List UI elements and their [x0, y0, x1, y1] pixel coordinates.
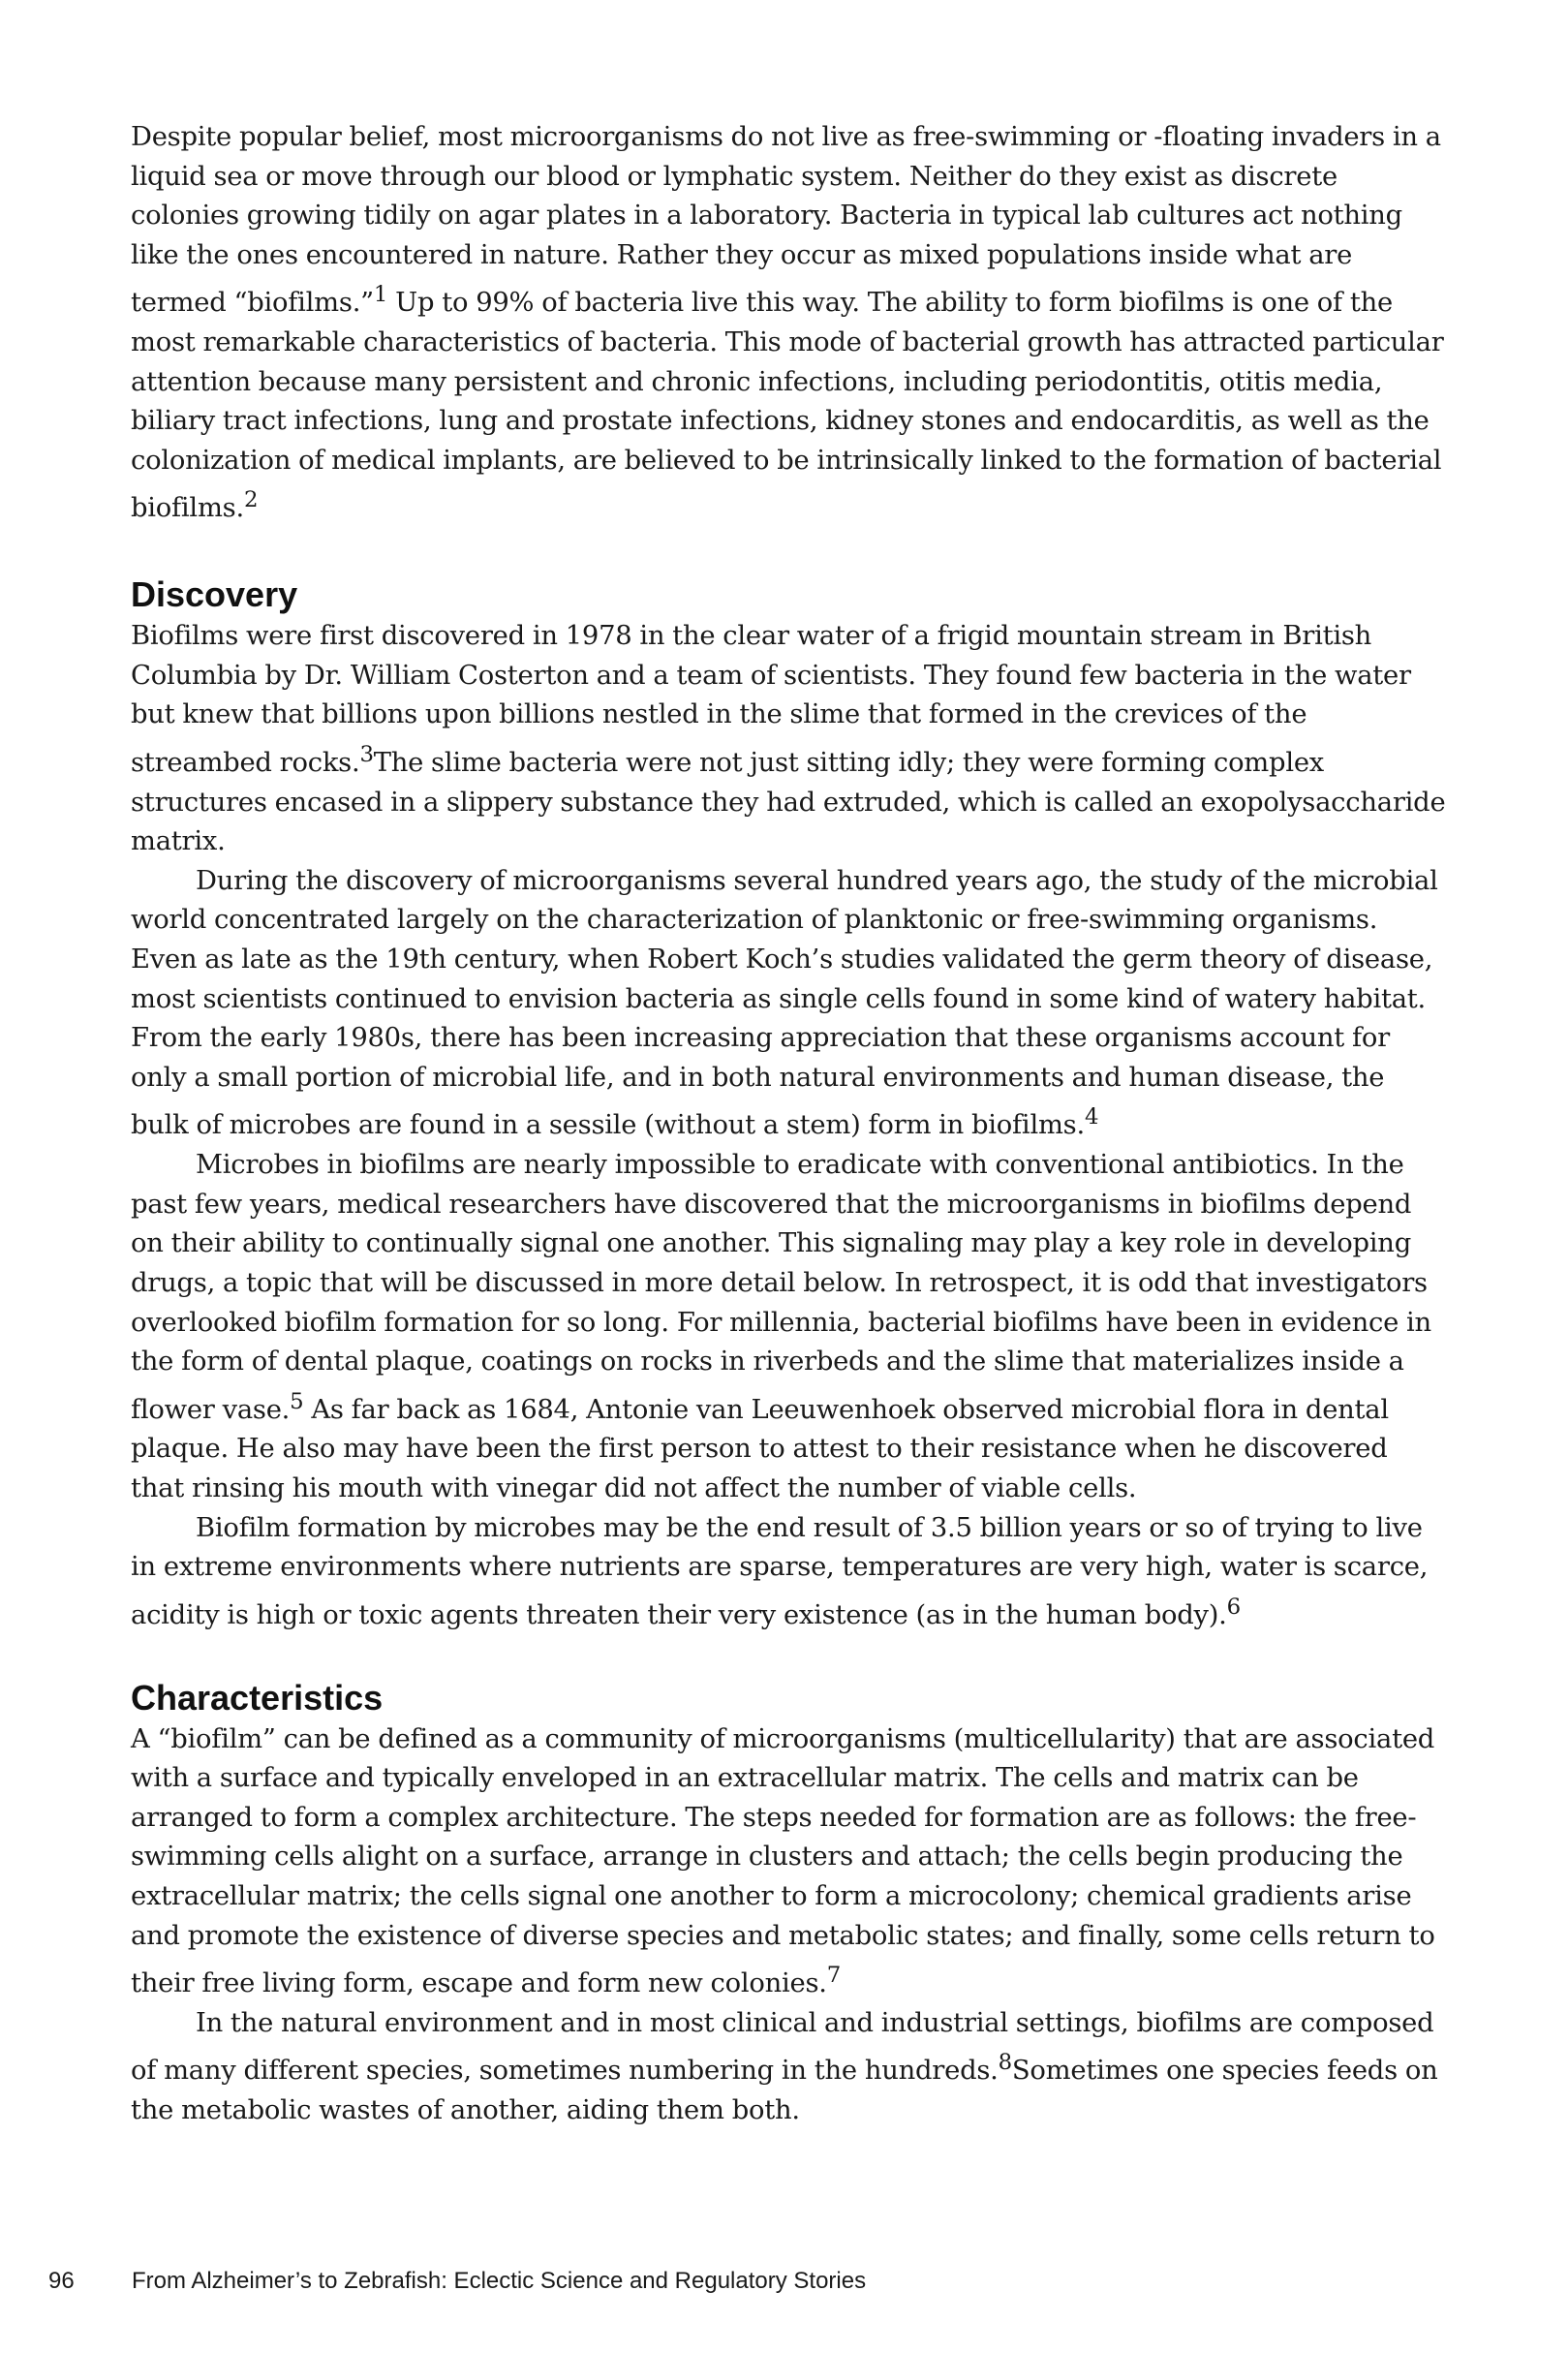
discovery-p4-text: Biofilm formation by microbes may be the end result of 3.5 billion years or so of trying to live in extreme environments where nutrients are sparse, temperatures are very high, water is scarce, acidity is high or toxic agents threaten their very existence (as in the human body).	[131, 1512, 1429, 1630]
footnote-ref-3: 3	[359, 741, 374, 767]
discovery-p3-text-2: As far back as 1684, Antonie van Leeuwenhoek observed microbial flora in dental plaque. He also may have been the first person to attest to their resistance when he discovered that rinsing his mouth with vinegar did not affect the number of viable cells.	[131, 1394, 1389, 1504]
discovery-p2-text: During the discovery of microorganisms several hundred years ago, the study of the microbial world concentrated largely on the characterization of planktonic or free-swimming organisms. Even as late as the 19th century, when Robert Koch’s studies validated the germ theory of disease, most scientists continued to envision bacteria as single cells found in some kind of watery habitat. From the early 1980s, there has been increasing appreciation that these organisms account for only a small portion of microbial life, and in both natural environments and human disease, the bulk of microbes are found in a sessile (without a stem) form in biofilms.	[131, 865, 1438, 1141]
intro-text-2: Up to 99% of bacteria live this way. The ability to form biofilms is one of the most remarkable characteristics of bacteria. This mode of bacterial growth has attracted particular attention because many persistent and chronic infections, including periodontitis, otitis media, biliary tract infections, lung and prostate infections, kidney stones and endocarditis, as well as the colonization of medical implants, are believed to be intrinsically linked to the formation of bacterial biofilms.	[131, 288, 1444, 524]
footnote-ref-1: 1	[373, 282, 388, 308]
section-heading-characteristics: Characteristics	[131, 1677, 384, 1718]
footnote-ref-7: 7	[826, 1963, 842, 1989]
characteristics-paragraph-1	[131, 1720, 1448, 2004]
discovery-paragraph-3	[131, 1146, 1448, 1508]
discovery-p1-text-1: Biofilms were first discovered in 1978 in the clear water of a frigid mountain stream in British Columbia by Dr. William Costerton and a team of scientists. They found few bacteria in the water but knew that billions upon billions nestled in the slime that formed in the crevices of the streambed rocks.	[131, 621, 1411, 779]
intro-paragraph	[131, 118, 1448, 529]
discovery-p1-text-2: The slime bacteria were not just sitting idly; they were forming complex structures encased in a slippery substance they had extruded, which is called an exopolysaccharide matrix.	[131, 748, 1446, 857]
intro-text-1: Despite popular belief, most microorganisms do not live as free-swimming or -floating invaders in a liquid sea or move through our blood or lymphatic system. Neither do they exist as discrete colonies growing tidily on agar plates in a laboratory. Bacteria in typical lab cultures act nothing like the ones encountered in nature. Rather they occur as mixed populations inside what are termed “biofilms.”	[131, 122, 1441, 319]
discovery-paragraph-1	[131, 617, 1448, 862]
characteristics-paragraph-2	[131, 2004, 1448, 2131]
footnote-ref-8: 8	[998, 2050, 1012, 2076]
footnote-ref-5: 5	[290, 1388, 304, 1414]
footnote-ref-2: 2	[243, 487, 259, 513]
characteristics-p2-text-1: In the natural environment and in most clinical and industrial settings, biofilms are composed of many different species, sometimes numbering in the hundreds.	[131, 2007, 1434, 2087]
section-heading-discovery: Discovery	[131, 574, 298, 615]
characteristics-p1-text: A “biofilm” can be defined as a community of microorganisms (multicellularity) that are associated with a surface and typically enveloped in an extracellular matrix. The cells and matrix can be arranged to form a complex architecture. The steps needed for formation are as follows: the free-swimming cells alight on a surface, arrange in clusters and attach; the cells begin producing the extracellular matrix; the cells signal one another to form a microcolony; chemical gradients arise and promote the existence of diverse species and metabolic states; and finally, some cells return to their free living form, escape and form new colonies.	[131, 1723, 1435, 1999]
discovery-paragraph-4	[131, 1509, 1448, 1636]
footnote-ref-4: 4	[1084, 1104, 1099, 1130]
discovery-paragraph-2	[131, 862, 1448, 1146]
discovery-p3-text-1: Microbes in biofilms are nearly impossible to eradicate with conventional antibiotics. In the past few years, medical researchers have discovered that the microorganisms in biofilms depend on their ability to continually signal one another. This signaling may play a key role in developing drugs, a topic that will be discussed in more detail below. In retrospect, it is odd that investigators overlooked biofilm formation for so long. For millennia, bacterial biofilms have been in evidence in the form of dental plaque, coatings on rocks in riverbeds and the slime that materializes inside a flower vase.	[131, 1150, 1431, 1425]
footnote-ref-6: 6	[1226, 1594, 1241, 1620]
running-footer-title: From Alzheimer’s to Zebrafish: Eclectic Science and Regulatory Stories	[132, 2268, 867, 2294]
characteristics-p2-text-2: Sometimes one species feeds on the metabolic wastes of another, aiding them both.	[131, 2056, 1438, 2126]
page-number: 96	[48, 2268, 75, 2294]
page-content	[131, 118, 1448, 2131]
